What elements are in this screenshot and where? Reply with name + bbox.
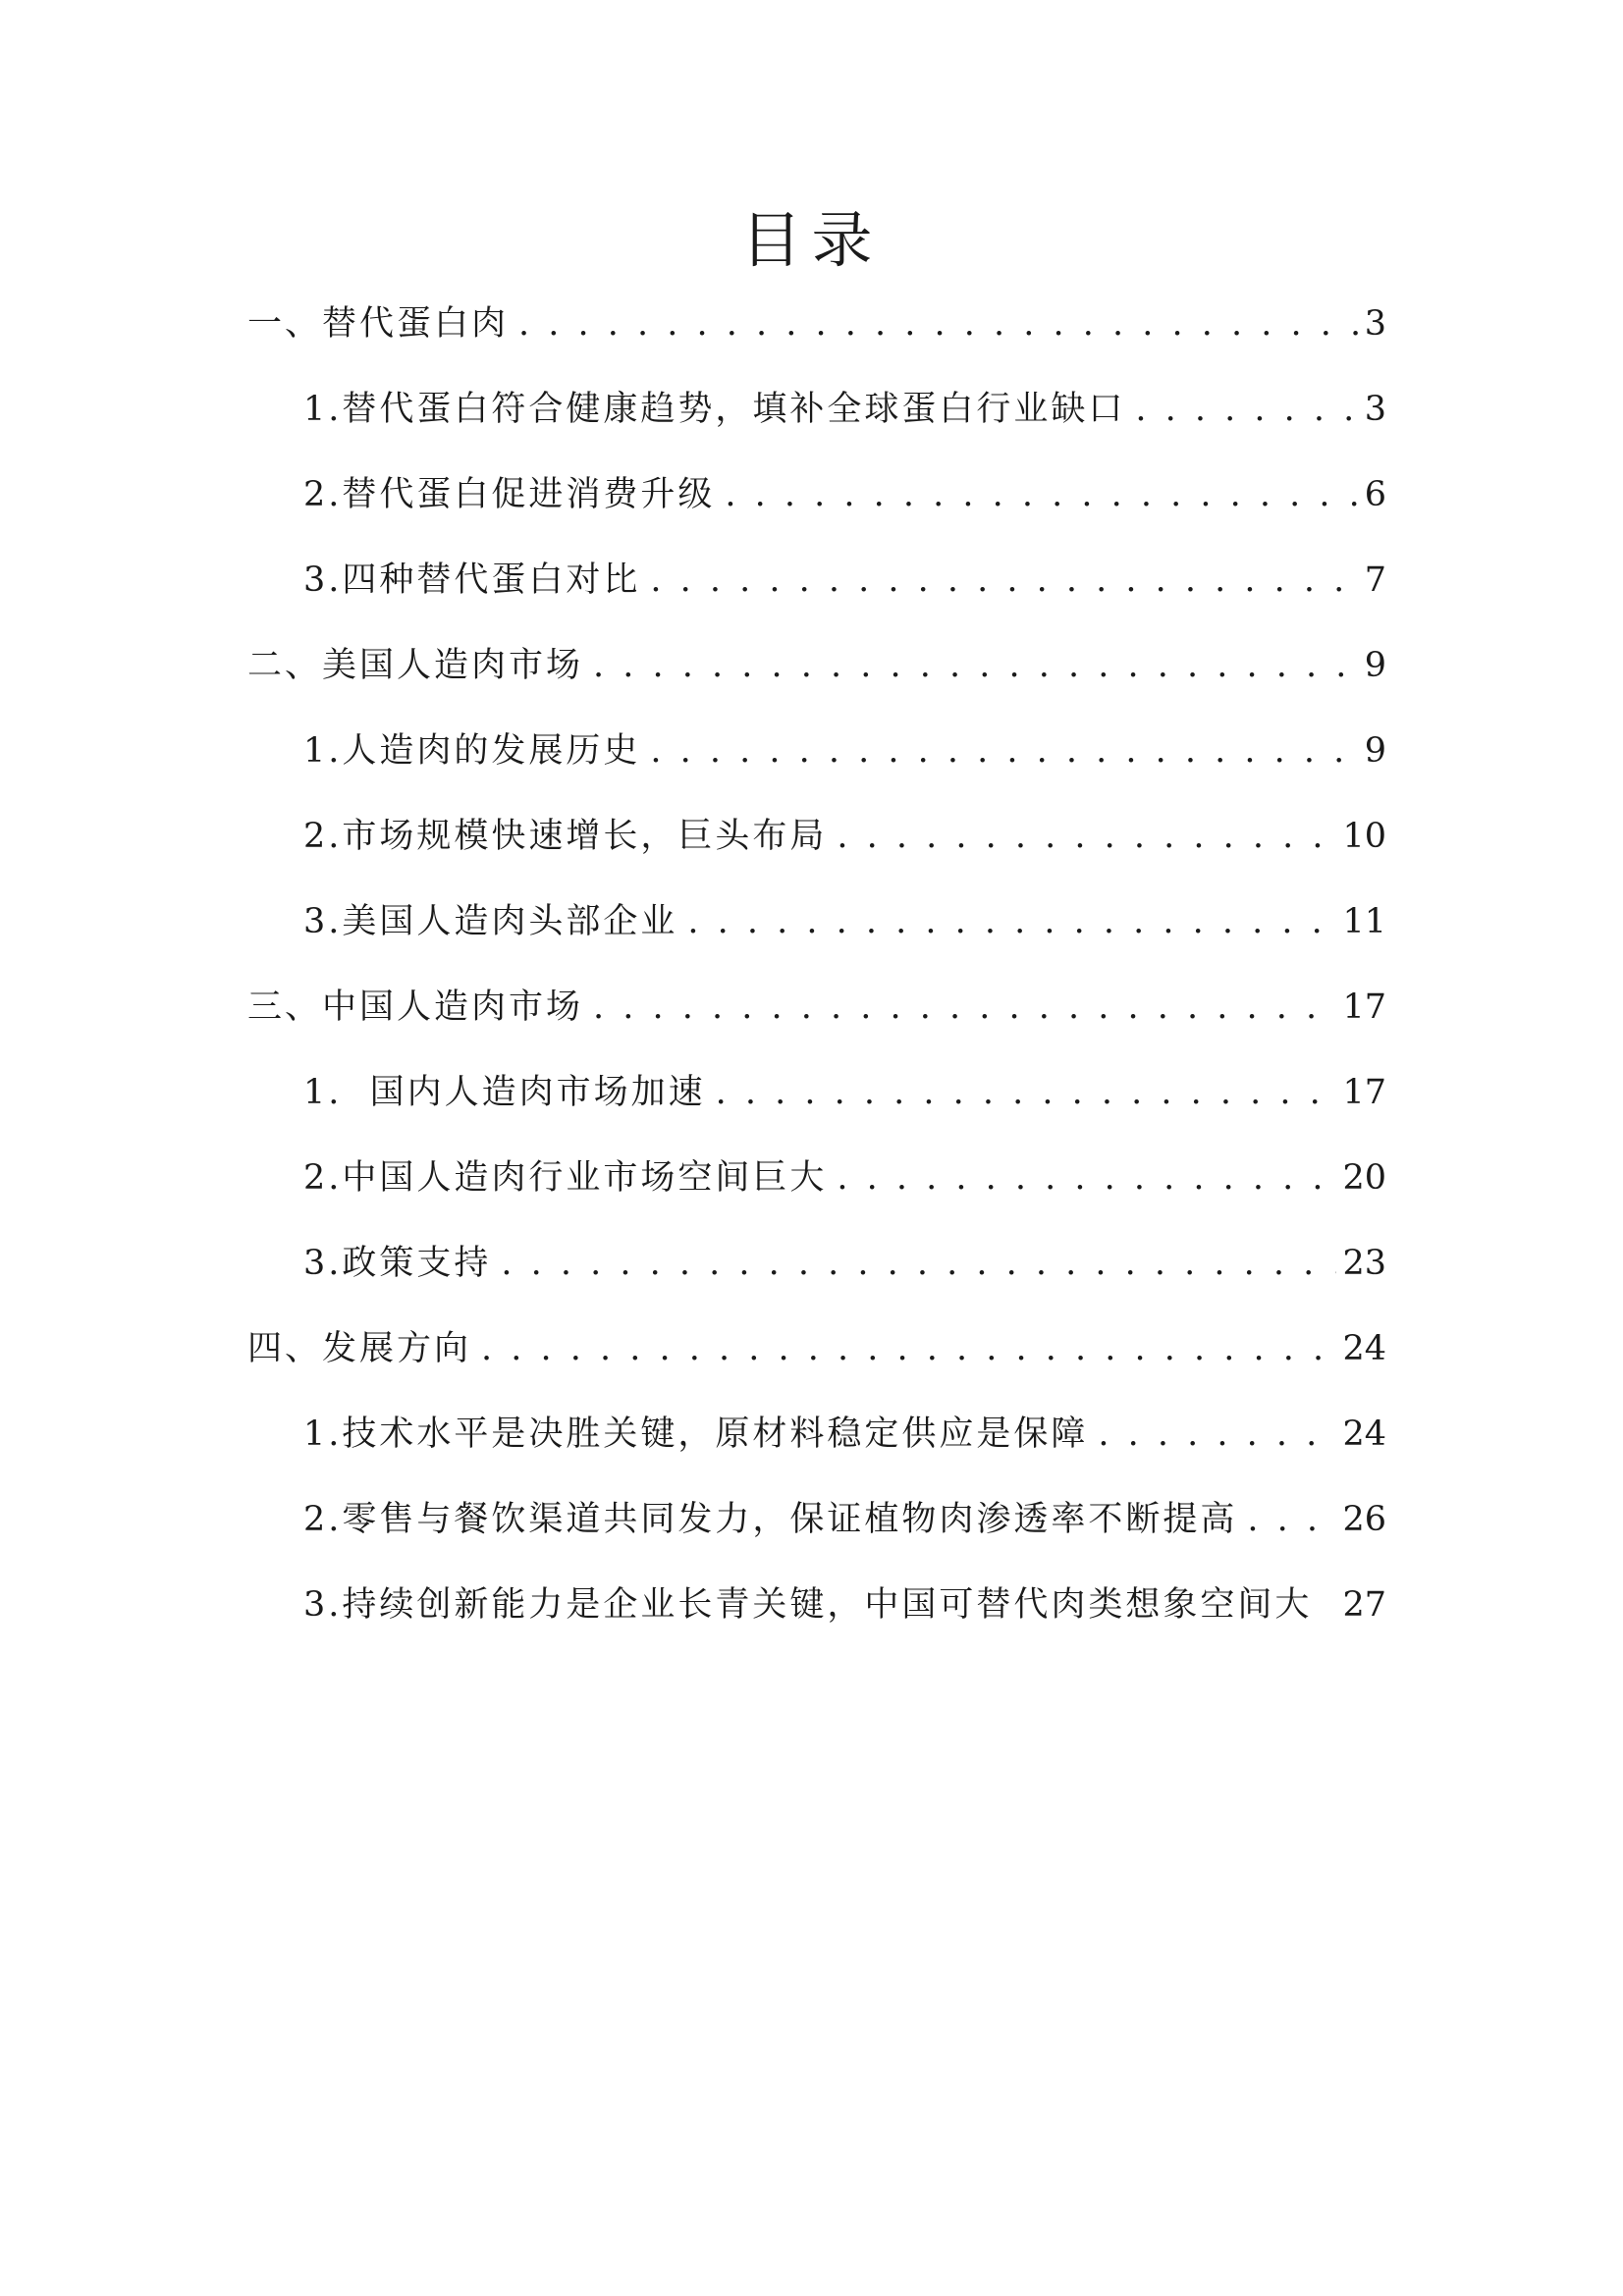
toc-entry-text: 四、发展方向 <box>247 1329 472 1368</box>
toc-entry[interactable] <box>247 465 1386 551</box>
toc-leader-dots <box>501 1234 1336 1293</box>
toc-leader-dots <box>1098 1405 1336 1464</box>
toc-page-number: 24 <box>1342 1329 1386 1368</box>
toc-page-number: 7 <box>1364 561 1386 600</box>
toc-entry-text: 3.四种替代蛋白对比 <box>303 561 641 600</box>
toc-entry[interactable] <box>247 294 1386 380</box>
toc-page-number: 6 <box>1364 475 1386 514</box>
toc-entry[interactable] <box>247 380 1386 465</box>
toc-entry-text: 2.中国人造肉行业市场空间巨大 <box>303 1158 828 1198</box>
toc-page-number: 3 <box>1364 390 1386 429</box>
toc-entry[interactable] <box>247 1319 1386 1405</box>
toc-leader-dots <box>1247 1490 1336 1549</box>
toc-entry[interactable] <box>247 636 1386 721</box>
toc-entry-text: 2.市场规模快速增长，巨头布局 <box>303 817 828 856</box>
toc-entry[interactable] <box>247 1148 1386 1234</box>
toc-leader-dots <box>837 1148 1336 1207</box>
toc-leader-dots <box>650 551 1358 610</box>
toc-entry[interactable] <box>247 721 1386 807</box>
toc-leader-dots <box>716 1063 1337 1122</box>
toc-page-number: 9 <box>1364 731 1386 771</box>
toc-entry[interactable] <box>247 978 1386 1063</box>
toc-page-number: 23 <box>1342 1244 1386 1283</box>
toc-entry[interactable] <box>247 807 1386 892</box>
toc-entry[interactable] <box>247 1405 1386 1490</box>
toc-entry-text: 3.政策支持 <box>303 1244 492 1283</box>
toc-entry-text: 三、中国人造肉市场 <box>247 988 584 1027</box>
toc-leader-dots <box>518 294 1359 353</box>
toc-entry[interactable] <box>247 1234 1386 1319</box>
toc-page-number: 17 <box>1342 988 1386 1027</box>
toc-leader-dots <box>481 1319 1336 1378</box>
toc-entry-text: 1.人造肉的发展历史 <box>303 731 641 771</box>
toc-page-number: 20 <box>1342 1158 1386 1198</box>
toc-page-number: 17 <box>1342 1073 1386 1112</box>
toc-page-number: 26 <box>1342 1500 1386 1539</box>
toc-leader-dots <box>593 978 1336 1037</box>
toc-page-number: 3 <box>1364 304 1386 344</box>
toc-entry[interactable] <box>247 892 1386 978</box>
toc-leader-dots <box>687 892 1336 951</box>
toc-entry[interactable] <box>247 1490 1386 1575</box>
toc-entry-text: 3.持续创新能力是企业长青关键，中国可替代肉类想象空间大 <box>303 1585 1313 1625</box>
toc-entry[interactable] <box>247 1063 1386 1148</box>
toc-page-number: 11 <box>1342 902 1386 941</box>
toc-page-number: 27 <box>1342 1585 1386 1625</box>
toc-title: 目录 <box>740 204 883 276</box>
toc-leader-dots <box>725 465 1358 524</box>
toc-page-number: 9 <box>1364 646 1386 685</box>
toc-entry-text: 2.替代蛋白促进消费升级 <box>303 475 716 514</box>
toc-entry[interactable] <box>247 1575 1386 1661</box>
toc-entry-text: 1.替代蛋白符合健康趋势，填补全球蛋白行业缺口 <box>303 390 1126 429</box>
toc-entry-text: 3.美国人造肉头部企业 <box>303 902 678 941</box>
toc-entry-text: 一、替代蛋白肉 <box>247 304 510 344</box>
toc-entry-text: 1. 国内人造肉市场加速 <box>303 1073 706 1112</box>
toc-leader-dots <box>837 807 1336 866</box>
toc-entry-text: 二、美国人造肉市场 <box>247 646 584 685</box>
toc-leader-dots <box>650 721 1358 780</box>
toc-entry[interactable] <box>247 551 1386 636</box>
toc-entry-text: 1.技术水平是决胜关键，原材料稳定供应是保障 <box>303 1415 1089 1454</box>
toc-leader-dots <box>1135 380 1358 439</box>
toc-list <box>247 294 1386 1661</box>
toc-page-number: 10 <box>1342 817 1386 856</box>
toc-page-number: 24 <box>1342 1415 1386 1454</box>
toc-leader-dots <box>593 636 1359 695</box>
toc-entry-text: 2.零售与餐饮渠道共同发力，保证植物肉渗透率不断提高 <box>303 1500 1238 1539</box>
